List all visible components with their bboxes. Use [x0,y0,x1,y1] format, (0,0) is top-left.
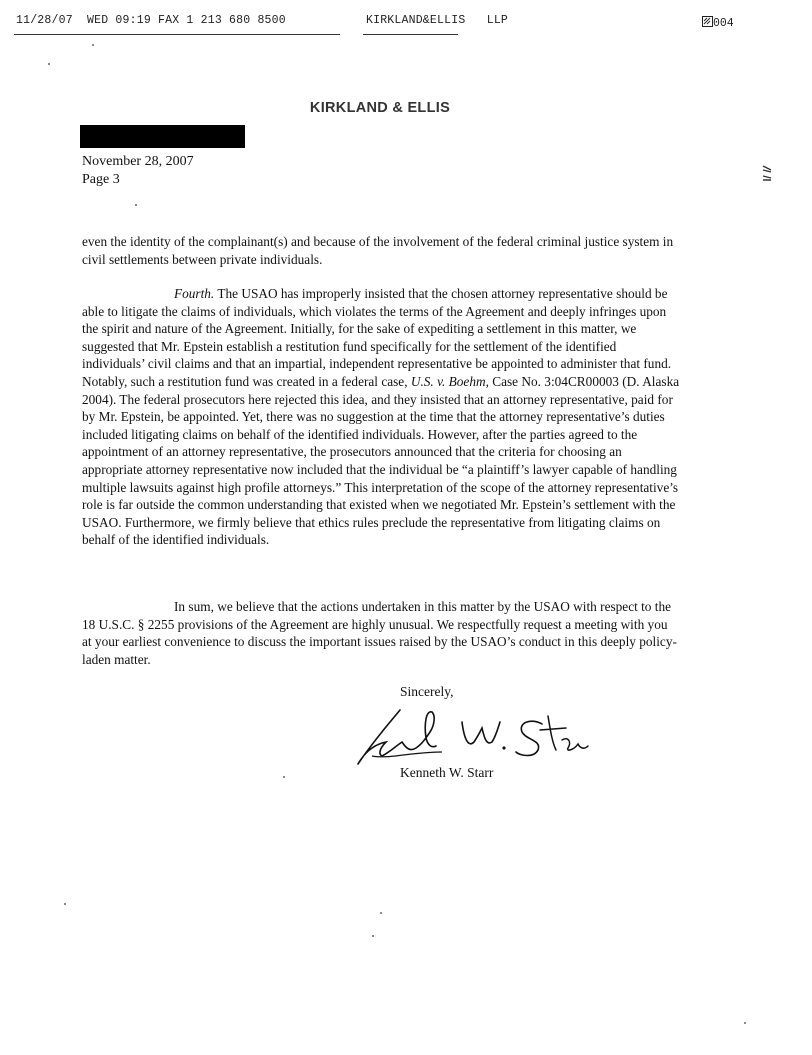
fax-header-rule [14,34,340,35]
letter-date: November 28, 2007 [82,154,194,169]
scan-speck [283,776,285,778]
fax-header [8,8,808,42]
handwritten-signature [352,702,592,772]
page-label: Page 3 [82,172,120,187]
body-paragraph-1: even the identity of the complainant(s) and because of the involvement of the federal criminal justice system in civil settlements between private individuals. [82,234,674,267]
fax-page-box-icon [702,16,713,27]
letterhead-firm-title: KIRKLAND & ELLIS [309,100,451,116]
scan-speck [372,935,374,937]
date-block [82,153,194,189]
margin-mark-icon [760,162,774,184]
redaction-block [80,125,245,148]
scan-speck [135,204,137,206]
closing-salutation: Sincerely, [400,684,454,699]
fax-firm-rule [363,34,458,35]
scan-speck [380,912,382,914]
fax-page-number: 004 [713,17,734,30]
scan-speck [48,63,50,65]
fax-transmission-line: 11/28/07 WED 09:19 FAX 1 213 680 8500 [16,14,286,27]
fax-firm-name: KIRKLAND&ELLIS LLP [366,14,509,27]
scan-speck [744,1022,746,1024]
paragraph-2-lead: Fourth. [174,286,215,301]
signer-name: Kenneth W. Starr [400,765,494,780]
body-paragraph-3 [82,598,680,668]
fax-page-counter [702,16,734,30]
paragraph-3-text: In sum, we believe that the actions undertaken in this matter by the USAO with respect to the 18 U.S.C. § 2255 provisions of the Agreement are highly unusual. We respectfully request a meeting with you at your earliest convenience to discuss the important issues raised by the USAO’s conduct in this deeply policy-laden matter. [82,599,677,667]
scan-speck [64,903,66,905]
paragraph-2-text-b: Case No. 3:04CR00003 (D. Alaska 2004). The federal prosecutors here rejected this idea, and they insisted that an attorney representative, paid for by Mr. Epstein, be appointed. Yet, there was no suggestion at the time that the attorney representative’s duties included litigating claims on behalf of the identified individuals. However, after the parties agreed to the appointment of an attorney representative, the prosecutors announced that the criteria for choosing an appropriate attorney representative now included that the individual be “a plaintiff’s lawyer capable of handling multiple lawsuits against high profile attorneys.” This interpretation of the scope of the attorney representative’s role is far outside the common understanding that existed when we negotiated Mr. Epstein’s settlement with the USAO. Furthermore, we firmly believe that ethics rules preclude the representative from litigating claims on behalf of the identified individuals. [82,373,680,548]
case-citation: U.S. v. Boehm, [410,373,489,389]
paragraph-2-text-a: The USAO has improperly insisted that the chosen attorney representative should be able to litigate the claims of individuals, which violates the terms of the Agreement and deeply infringes upon the spirit and nature of the Agreement. Initially, for the sake of expediting a settlement in this matter, we suggested that Mr. Epstein establish a restitution fund specifically for the settlement of the identified individuals’ civil claims and that an impartial, independent representative be appointed to administer that fund. Notably, such a restitution fund was created in a federal case, [82,286,672,389]
body-paragraph-2 [82,285,680,549]
scan-speck [92,44,94,46]
